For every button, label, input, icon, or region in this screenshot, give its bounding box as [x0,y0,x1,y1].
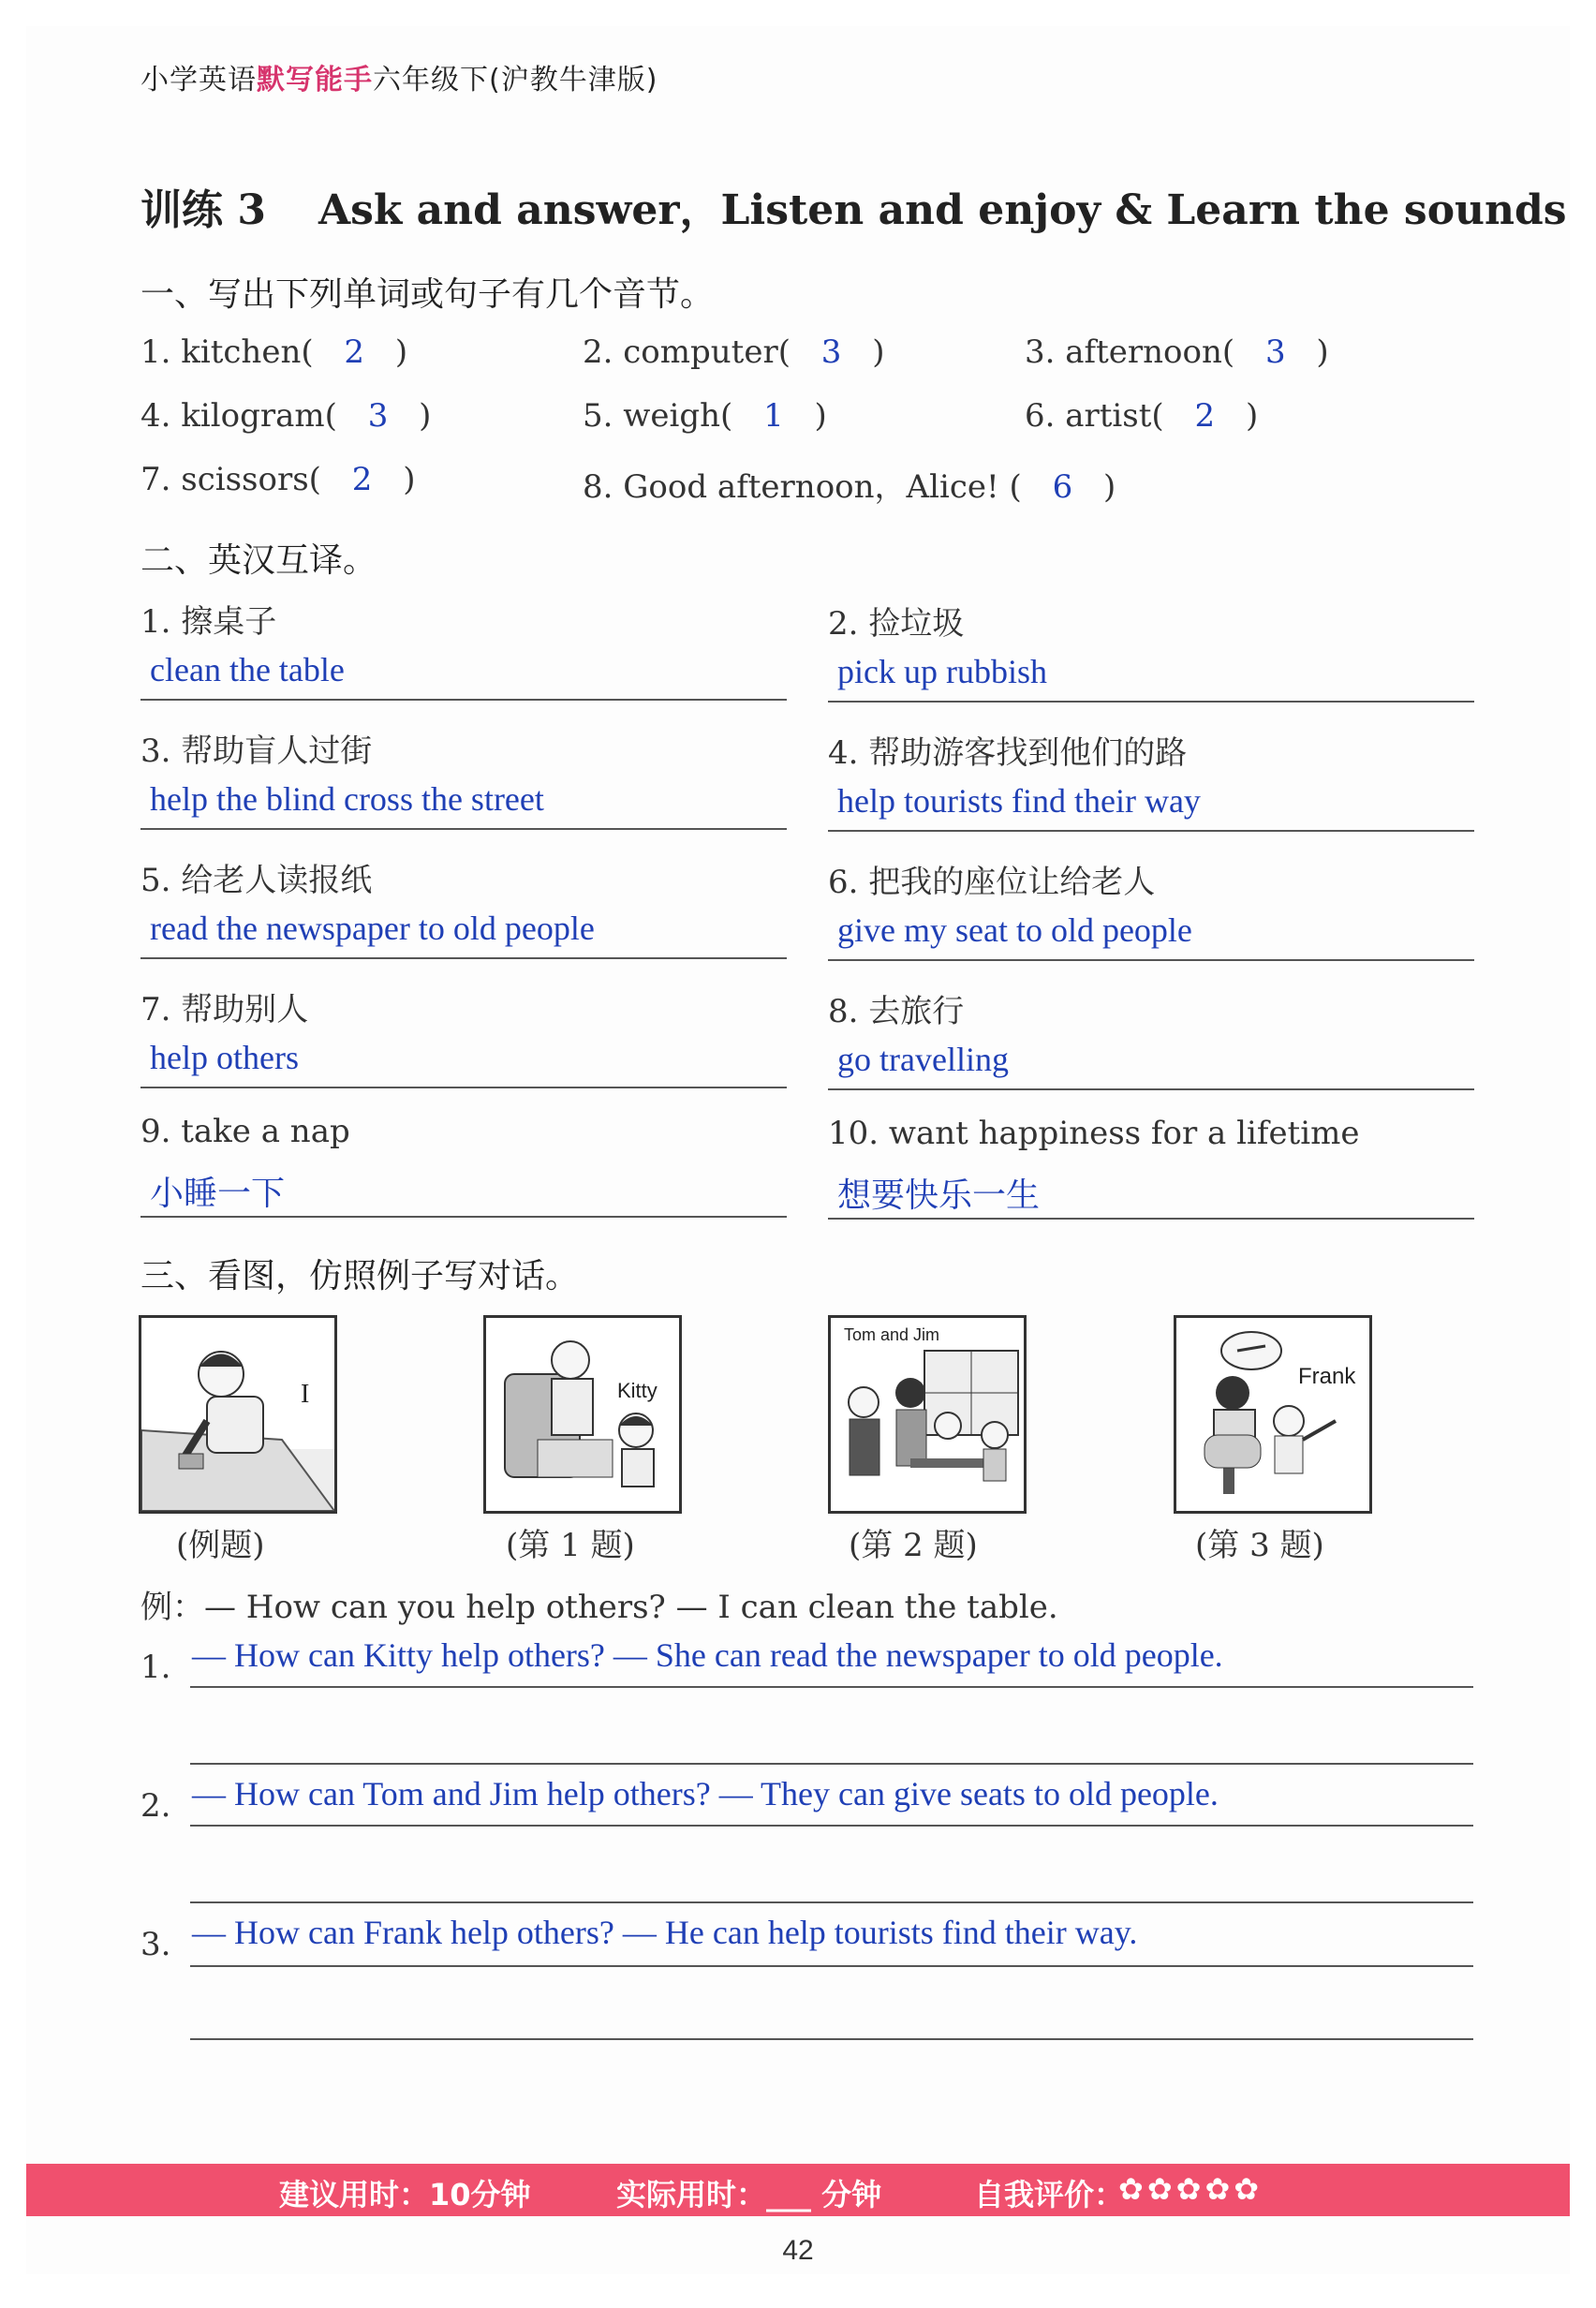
syllable-word: 6. artist( [1025,397,1164,435]
frank-helping-illustration [1176,1318,1369,1511]
header-prefix: 小学英语 [140,64,257,96]
picture-caption: (例题) [176,1527,265,1564]
syllable-word: 3. afternoon( [1025,333,1235,371]
answer-line [190,1965,1473,1967]
lesson-title-text: Ask and answer，Listen and enjoy & Learn the sounds [318,186,1567,234]
lesson-title [140,176,1567,236]
answer-line [828,1088,1474,1090]
answer-line [190,1825,1473,1827]
syllable-question [140,397,431,435]
translation-answer: read the newspaper to old people [150,910,595,947]
translation-item [828,727,1474,847]
syllable-question [140,333,407,371]
syllable-answer: 2 [351,461,373,498]
translation-answer: clean the table [150,651,345,688]
syllable-word: 1. kitchen( [140,333,314,371]
syllable-close: ) [872,333,885,371]
translation-answer: go travelling [837,1041,1009,1078]
translation-prompt: 4. 帮助游客找到他们的路 [828,734,1188,772]
header-brand: 默写能手 [257,64,373,96]
dialogue-answer: — How can Frank help others? — He can help tourists find their way. [192,1914,1138,1951]
syllable-close: ) [814,397,827,435]
tom-and-jim-illustration [831,1318,1024,1511]
picture-caption: (第 3 题) [1195,1527,1324,1564]
translation-answer: give my seat to old people [837,911,1192,949]
answer-line [828,959,1474,961]
translation-prompt: 8. 去旅行 [828,993,965,1030]
translation-answer: help the blind cross the street [150,780,544,818]
picture-3 [1174,1315,1372,1514]
answer-line [828,830,1474,832]
self-evaluation-label: 自我评价： [974,2177,1125,2212]
syllable-answer: 6 [1052,468,1073,506]
answer-line [140,1216,787,1218]
syllable-question [583,461,1116,507]
translation-item [828,985,1474,1105]
translation-prompt: 2. 捡垃圾 [828,605,965,643]
translation-answer: pick up rubbish [837,653,1047,690]
example-picture [139,1315,337,1514]
translation-answer: 小睡一下 [150,1175,286,1212]
section1-heading: 一、写出下列单词或句子有几个音节。 [140,275,715,314]
translation-answer: help others [150,1039,299,1076]
syllable-word: 5. weigh( [583,397,733,435]
answer-line [190,1901,1473,1903]
syllable-question [583,333,885,371]
answer-line [140,957,787,959]
translation-item [828,856,1474,976]
translation-item [828,1115,1474,1235]
syllable-question [1025,333,1329,371]
rating-stars-icon[interactable]: ✿✿✿✿✿ [1118,2171,1264,2207]
dialogue-answer: — How can Tom and Jim help others? — They can give seats to old people. [192,1775,1219,1812]
translation-prompt: 7. 帮助别人 [140,991,309,1028]
dialogue-number: 3. [140,1926,171,1963]
syllable-word: 8. Good afternoon，Alice! ( [583,468,1022,506]
syllable-close: ) [394,333,408,371]
picture-1 [483,1315,682,1514]
dialogue-number: 2. [140,1787,171,1825]
syllable-close: ) [403,461,416,498]
translation-answer: help tourists find their way [837,782,1201,820]
translation-item [140,984,787,1103]
dialogue-number: 1. [140,1649,171,1686]
section2-heading: 二、英汉互译。 [140,541,377,580]
syllable-close: ) [419,397,432,435]
actual-time: 实际用时：___ 分钟 [616,2177,882,2212]
header-suffix: 六年级下(沪教牛津版) [373,64,658,96]
answer-line [140,828,787,830]
example-dialogue: 例：— How can you help others? — I can clean the table. [140,1589,1058,1626]
translation-item [140,1113,787,1233]
answer-line [190,1686,1473,1688]
section3-heading: 三、看图，仿照例子写对话。 [140,1257,580,1295]
syllable-question [140,461,415,498]
suggested-time: 建议用时：10分钟 [279,2177,531,2212]
answer-line [828,701,1474,703]
picture-label: I [301,1380,310,1409]
book-header [140,56,658,97]
syllable-close: ) [1316,333,1329,371]
translation-prompt: 10. want happiness for a lifetime [828,1115,1360,1152]
syllable-question [1025,397,1258,435]
syllable-answer: 1 [763,397,784,435]
picture-caption: (第 2 题) [849,1527,978,1564]
syllable-word: 7. scissors( [140,461,321,498]
syllable-word: 4. kilogram( [140,397,337,435]
syllable-answer: 3 [1264,333,1286,371]
picture-label: Tom and Jim [844,1325,940,1344]
footer-bar [26,2164,1570,2216]
translation-prompt: 9. take a nap [140,1113,350,1150]
picture-caption: (第 1 题) [506,1527,635,1564]
syllable-answer: 2 [1194,397,1216,435]
translation-item [140,725,787,845]
syllable-word: 2. computer( [583,333,791,371]
translation-prompt: 5. 给老人读报纸 [140,862,373,899]
answer-line [190,2038,1473,2040]
translation-item [828,598,1474,718]
dialogue-answer: — How can Kitty help others? — She can read the newspaper to old people. [192,1636,1223,1674]
syllable-question [583,397,827,435]
translation-prompt: 6. 把我的座位让给老人 [828,864,1156,901]
syllable-close: ) [1103,468,1116,506]
translation-answer: 想要快乐一生 [837,1176,1041,1214]
page-number: 42 [782,2235,814,2266]
translation-item [140,596,787,716]
answer-line [140,1087,787,1088]
syllable-answer: 3 [367,397,389,435]
syllable-close: ) [1245,397,1259,435]
answer-line [828,1218,1474,1220]
answer-line [140,699,787,701]
translation-prompt: 3. 帮助盲人过街 [140,732,373,770]
syllable-answer: 3 [820,333,842,371]
answer-line [190,1763,1473,1765]
boy-cleaning-illustration [141,1318,334,1511]
kitty-reading-illustration [486,1318,679,1511]
translation-prompt: 1. 擦桌子 [140,603,277,641]
picture-label: Frank [1298,1364,1356,1389]
picture-2 [828,1315,1027,1514]
lesson-number: 训练 3 [140,186,266,234]
picture-label: Kitty [617,1379,658,1402]
translation-item [140,854,787,974]
syllable-answer: 2 [344,333,365,371]
